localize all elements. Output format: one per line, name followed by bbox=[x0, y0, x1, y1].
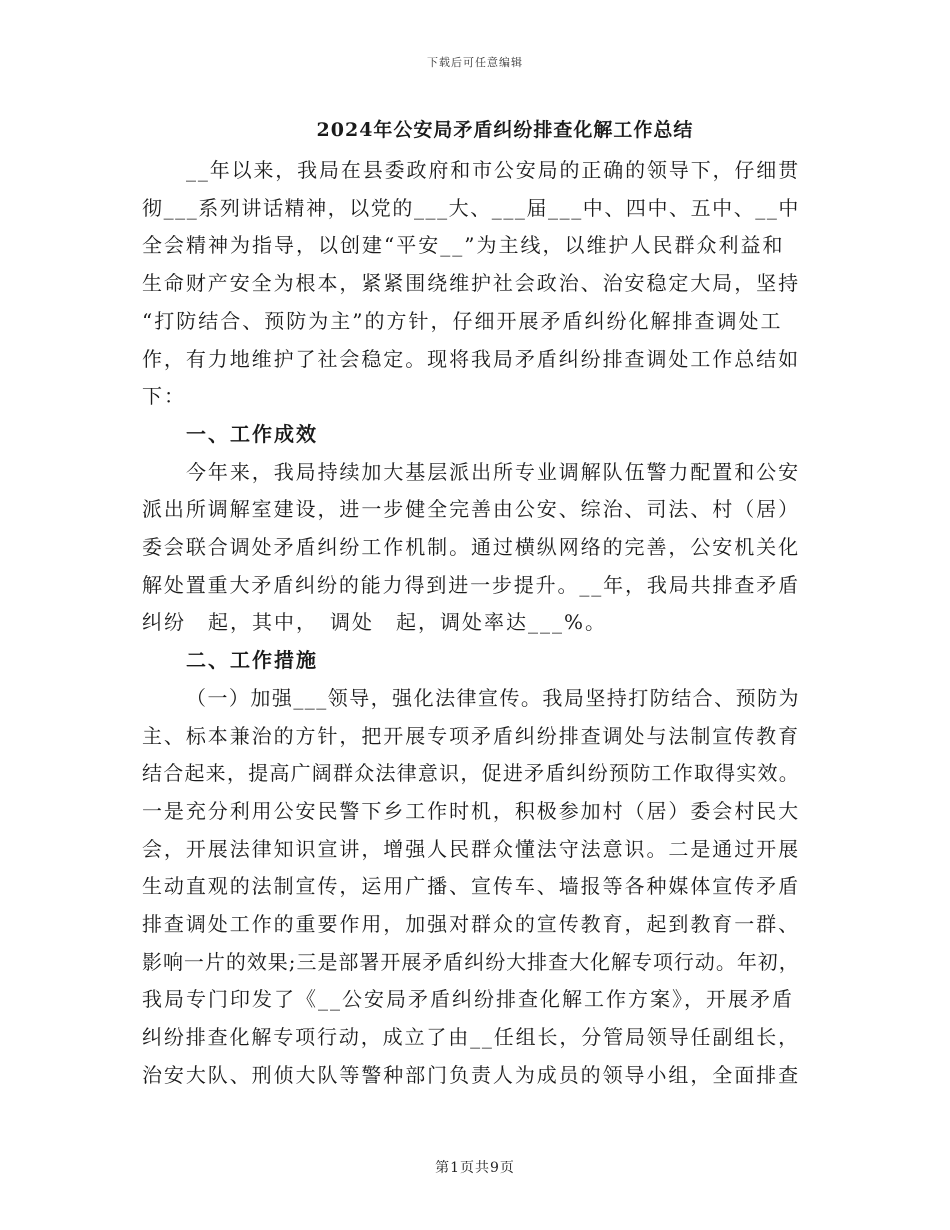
paragraph-line: 生命财产安全为根本，紧紧围绕维护社会政治、治安稳定大局，坚持 bbox=[142, 271, 800, 296]
paragraph-line: 解处置重大矛盾纠纷的能力得到进一步提升。__年，我局共排查矛盾 bbox=[142, 572, 800, 597]
paragraph-line: 排查调处工作的重要作用，加强对群众的宣传教育，起到教育一群、 bbox=[142, 912, 800, 936]
paragraph-line: 治安大队、刑侦大队等警种部门负责人为成员的领导小组，全面排查 bbox=[142, 1062, 800, 1087]
paragraph-line: __年以来，我局在县委政府和市公安局的正确的领导下，仔细贯 bbox=[186, 158, 800, 182]
paragraph-line: 作，有力地维护了社会稳定。现将我局矛盾纠纷排查调处工作总结如 bbox=[142, 346, 800, 371]
paragraph-line: 委会联合调处矛盾纠纷工作机制。通过横纵网络的完善，公安机关化 bbox=[142, 535, 800, 559]
page-number: 第1页共9页 bbox=[435, 1160, 515, 1176]
paragraph-line: （一）加强___领导，强化法律宣传。我局坚持打防结合、预防为 bbox=[186, 685, 800, 710]
section-heading: 一、工作成效 bbox=[186, 421, 318, 446]
page-header-note: 下载后可任意编辑 bbox=[427, 56, 523, 69]
paragraph-line: 纠纷 起，其中， 调处 起，调处率达___%。 bbox=[142, 610, 608, 635]
paragraph-line: 今年来，我局持续加大基层派出所专业调解队伍警力配置和公安 bbox=[186, 459, 800, 484]
paragraph-line: 下： bbox=[142, 384, 186, 409]
paragraph-line: 影响一片的效果;三是部署开展矛盾纠纷大排查大化解专项行动。年初， bbox=[142, 949, 800, 974]
paragraph-line: 派出所调解室建设，进一步健全完善由公安、综治、司法、村（居） bbox=[142, 497, 800, 522]
paragraph-line: 结合起来，提高广阔群众法律意识，促进矛盾纠纷预防工作取得实效。 bbox=[142, 761, 800, 786]
paragraph-line: 我局专门印发了《__公安局矛盾纠纷排查化解工作方案》，开展矛盾 bbox=[142, 987, 794, 1012]
document-title: 2024年公安局矛盾纠纷排查化解工作总结 bbox=[316, 119, 694, 141]
paragraph-line: 彻___系列讲话精神，以党的___大、___届___中、四中、五中、__中 bbox=[142, 195, 800, 220]
paragraph-line: 会，开展法律知识宣讲，增强人民群众懂法守法意识。二是通过开展 bbox=[142, 836, 800, 861]
section-heading: 二、工作措施 bbox=[186, 648, 318, 673]
paragraph-line: 一是充分利用公安民警下乡工作时机，积极参加村（居）委会村民大 bbox=[142, 798, 800, 823]
paragraph-line: “打防结合、预防为主”的方针，仔细开展矛盾纠纷化解排查调处工 bbox=[142, 308, 783, 333]
paragraph-line: 纠纷排查化解专项行动，成立了由__任组长，分管局领导任副组长， bbox=[142, 1025, 800, 1050]
paragraph-line: 全会精神为指导，以创建“平安__”为主线，以维护人民群众利益和 bbox=[142, 233, 785, 258]
paragraph-line: 生动直观的法制宣传，运用广播、宣传车、墙报等各种媒体宣传矛盾 bbox=[142, 874, 800, 899]
paragraph-line: 主、标本兼治的方针，把开展专项矛盾纠纷排查调处与法制宣传教育 bbox=[142, 723, 800, 748]
